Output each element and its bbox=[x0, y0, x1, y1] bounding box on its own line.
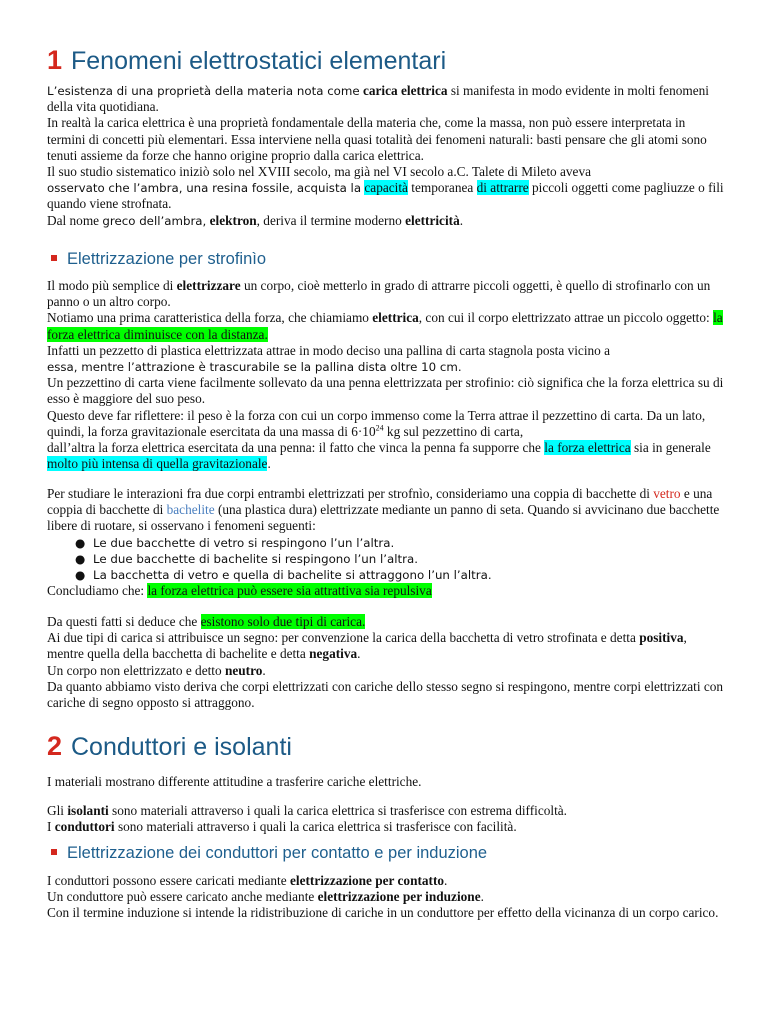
paragraph: Il modo più semplice di elettrizzare un corpo, cioè metterlo in grado di attrarre piccoli oggetti, è quello di strofinarlo con un panno o un altro corpo. bbox=[47, 278, 711, 310]
paragraph: I conduttori possono essere caricati mediante elettrizzazione per contatto. bbox=[47, 873, 448, 888]
bullet-icon: ● bbox=[75, 551, 86, 566]
subsection-heading-strofinio: Elettrizzazione per strofinìo bbox=[51, 249, 266, 269]
bullet-square-icon bbox=[51, 255, 57, 261]
paragraph: Ai due tipi di carica si attribuisce un segno: per convenzione la carica della bacchetta di vetro strofinata e detta positiva, mentre quella della bacchetta di bachelite e detta negativa. bbox=[47, 630, 687, 662]
list-item: ● La bacchetta di vetro e quella di bachelite si attraggono l’un l’altra. bbox=[75, 568, 492, 583]
paragraph: Per studiare le interazioni fra due corpi entrambi elettrizzati per strofnìo, consideriamo una coppia di bacchette di vetro e una coppia di bacchette di bachelite (una plastica dura) elettrizzate mediante un panno di seta. Quando si avvicinano due bacchette libere di ruotare, si osservano i fenomeni seguenti: bbox=[47, 486, 720, 534]
charges-text bbox=[47, 614, 727, 711]
paragraph: Dal nome greco dell’ambra, elektron, deriva il termine moderno elettricità. bbox=[47, 212, 464, 228]
highlight: di attrarre bbox=[476, 180, 529, 196]
paragraph: Un corpo non elettrizzato e detto neutro. bbox=[47, 662, 266, 678]
paragraph: Questo deve far riflettere: il peso è la forza con cui un corpo immenso come la Terra attrae il pezzettino di carta. Da un lato, quindi, la forza gravitazionale esercitata da una massa di $6\cdot 10^{24}$ kg sul pezzettino di carta, dall’altra la forza elettrica esercitata da una penna: il fatto che vinca la penna fa supporre che la forza elettrica sia in generale molto più intensa di quella gravitazionale. bbox=[47, 407, 711, 472]
paragraph: Gli isolanti sono materiali attraverso i quali la carica elettrica si trasferisce con estrema difficoltà. bbox=[47, 803, 568, 818]
highlight: la forza elettrica può essere sia attrattiva sia repulsiva bbox=[147, 583, 432, 599]
paragraph: Un conduttore può essere caricato anche mediante elettrizzazione per induzione. bbox=[47, 889, 484, 905]
list-item: ● Le due bacchette di vetro si respingono l’un l’altra. bbox=[75, 535, 395, 550]
section-title: Fenomeni elettrostatici elementari bbox=[70, 47, 447, 75]
bullet-square-icon bbox=[51, 849, 57, 855]
paragraph: osservato che l’ambra, una resina fossile, acquista la capacità temporanea di attrarre piccoli oggetti come pagliuzze o fili quando viene strofnata. bbox=[47, 180, 724, 212]
section-2-heading bbox=[47, 731, 292, 762]
paragraph: L’esistenza di una proprietà della materia nota come carica elettrica si manifesta in modo evidente in molti fenomeni della vita quotidiana. bbox=[47, 83, 709, 115]
list-item: ● Le due bacchette di bachelite si respingono l’un l’altra. bbox=[75, 551, 418, 566]
paragraph: I materiali mostrano differente attitudine a trasferire cariche elettriche. bbox=[47, 774, 422, 789]
section-number: 2 bbox=[47, 731, 63, 761]
subsection-heading-contatto: Elettrizzazione dei conduttori per contatto e per induzione bbox=[51, 843, 487, 863]
paragraph: Concludiamo che: la forza elettrica può essere sia attrattiva sia repulsiva bbox=[47, 583, 432, 599]
highlight: molto più intensa di quella gravitazionale bbox=[47, 456, 268, 472]
interactions-text bbox=[47, 486, 727, 599]
section-title: Conduttori e isolanti bbox=[70, 733, 292, 761]
strofinio-text bbox=[47, 278, 727, 472]
paragraph: Un pezzettino di carta viene facilmente sollevato da una penna elettrizzata per strofinio: ciò significa che la forza elettrica su di esso è maggiore del suo peso. bbox=[47, 375, 724, 407]
paragraph: In realtà la carica elettrica è una proprietà fondamentale della materia che, come la massa, non può essere interpretata in termini di concetti più elementari. Essa interviene nella quasi totalità dei fenomeni naturali: basti pensare che gli atomi sono tenuti assieme da forze che hanno origine proprio dalla carica elettrica. bbox=[47, 115, 707, 163]
paragraph: I conduttori sono materiali attraverso i quali la carica elettrica si trasferisce con facilità. bbox=[47, 819, 517, 835]
section-2-text bbox=[47, 774, 727, 790]
paragraph: Con il termine induzione si intende la ridistribuzione di cariche in un conduttore per effetto della vicinanza di un corpo carico. bbox=[47, 905, 719, 921]
section-number: 1 bbox=[47, 45, 63, 75]
section-1-intro bbox=[47, 83, 727, 229]
contatto-text bbox=[47, 873, 727, 922]
paragraph: Da questi fatti si deduce che esistono solo due tipi di carica. bbox=[47, 614, 366, 629]
bullet-icon: ● bbox=[75, 535, 86, 550]
highlight: la forza elettrica bbox=[544, 440, 631, 456]
section-2-definitions bbox=[47, 803, 727, 835]
paragraph: Notiamo una prima caratteristica della forza, che chiamiamo elettrica, con cui il corpo elettrizzato attrae un piccolo oggetto: la forza elettrica diminuisce con la distanza. bbox=[47, 310, 723, 342]
paragraph: Da quanto abbiamo visto deriva che corpi elettrizzati con cariche dello stesso segno si respingono, mentre corpi elettrizzati con cariche di segno opposto si attraggono. bbox=[47, 678, 724, 711]
highlight: capacità bbox=[364, 180, 408, 196]
paragraph: Il suo studio sistematico iniziò solo nel XVIII secolo, ma già nel VI secolo a.C. Talete di Mileto aveva bbox=[47, 164, 591, 180]
phenomena-list bbox=[47, 535, 727, 584]
paragraph: Infatti un pezzetto di plastica elettrizzata attrae in modo deciso una pallina di carta stagnola posta vicino a essa, mentre l’attrazione è trascurabile se la pallina dista oltre 10 cm. bbox=[47, 342, 611, 375]
highlight: esistono solo due tipi di carica. bbox=[200, 614, 366, 629]
bullet-icon: ● bbox=[75, 568, 86, 583]
highlight: la forza elettrica diminuisce con la distanza. bbox=[47, 310, 723, 342]
section-1-heading bbox=[47, 45, 446, 76]
